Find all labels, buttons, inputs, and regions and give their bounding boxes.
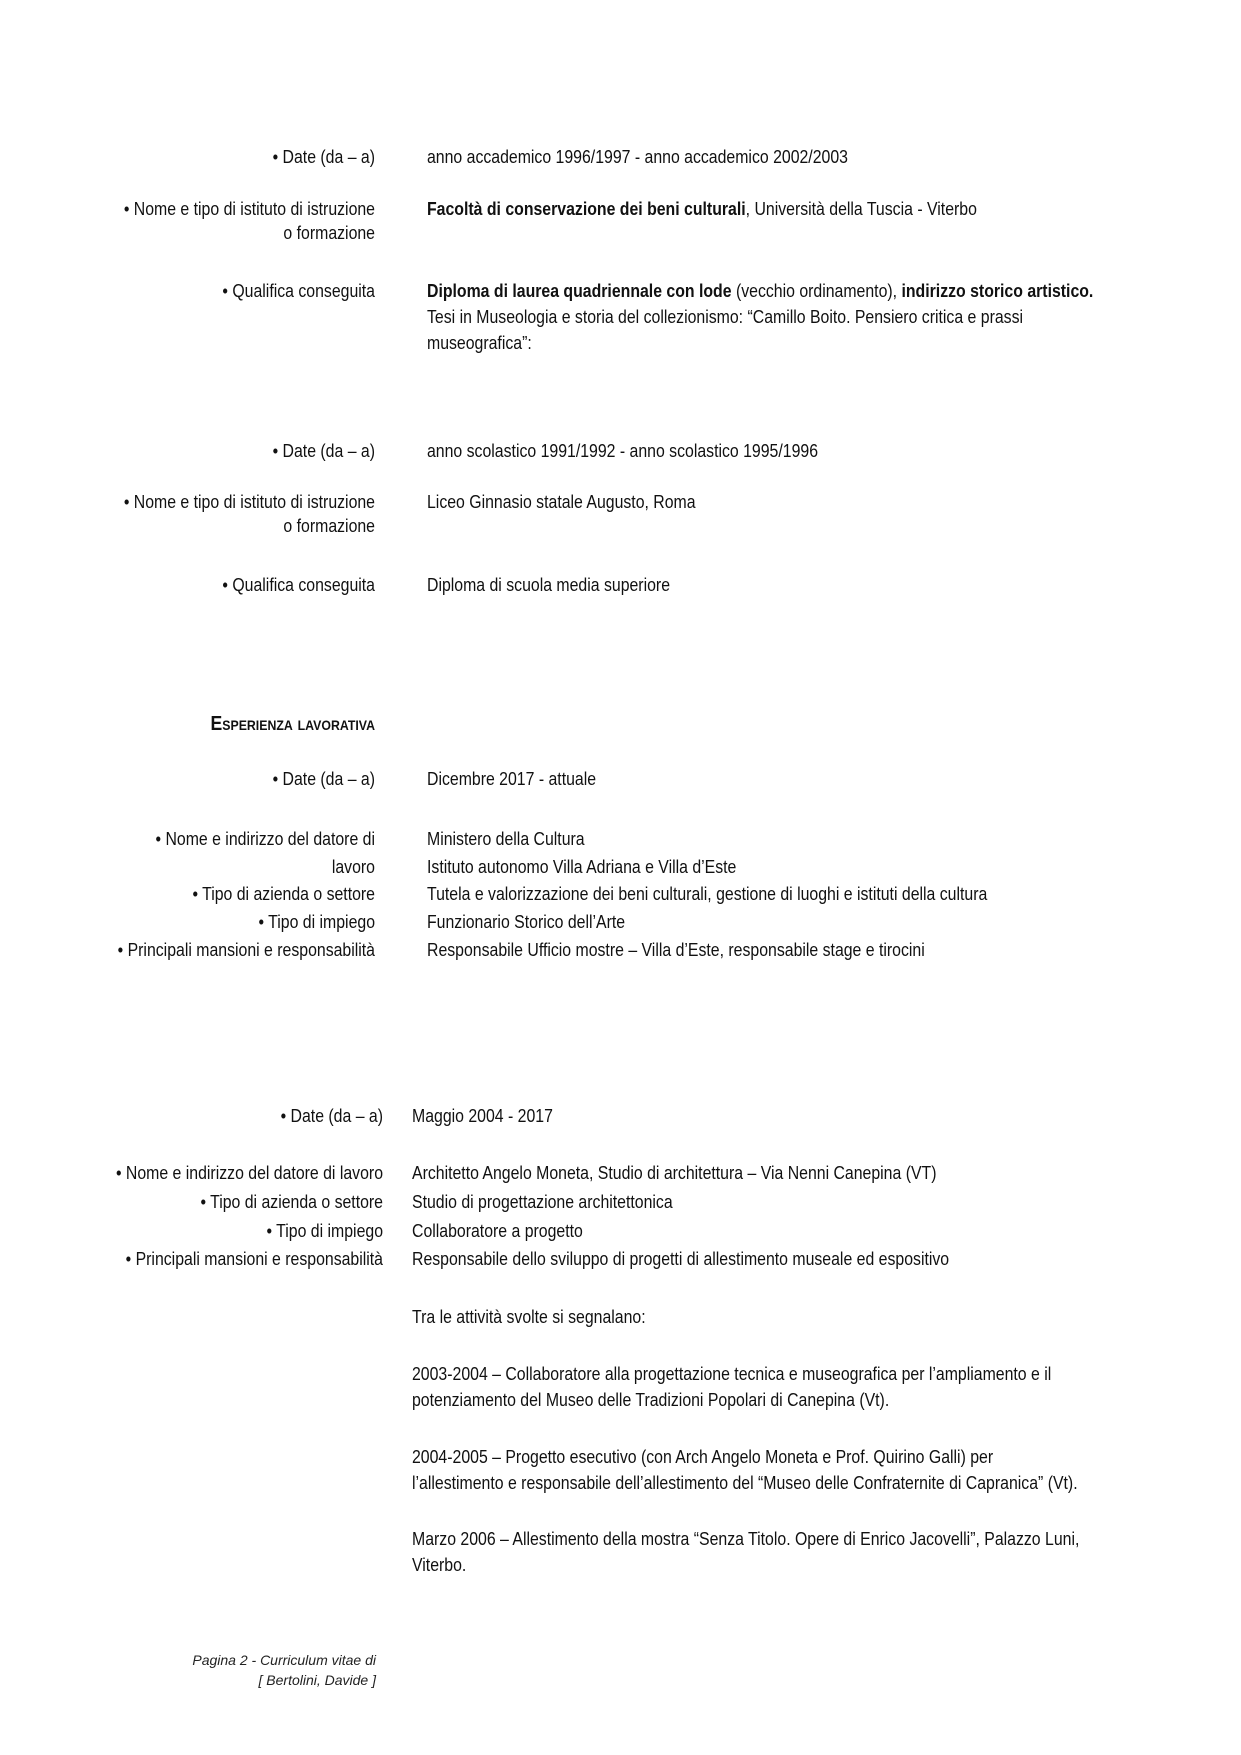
duties-label: • Principali mansioni e responsabilità — [117, 940, 376, 960]
date-label: • Date (da – a) — [272, 769, 375, 789]
activity-item: 2003-2004 – Collaboratore alla progettazione tecnica e museografica per l’ampliamento e il potenziamento del Museo delle Tradizioni Popolari di Canepina (Vt). — [412, 1364, 1052, 1410]
date-value: Maggio 2004 - 2017 — [412, 1106, 553, 1126]
institute-value: Liceo Ginnasio statale Augusto, Roma — [427, 492, 696, 512]
activities-intro: Tra le attività svolte si segnalano: — [412, 1307, 646, 1327]
activity-item: 2004-2005 – Progetto esecutivo (con Arch Angelo Moneta e Prof. Quirino Galli) per l’allestimento e responsabile dell’allestimento del “Museo delle Confraternite di Capranica” (Vt). — [412, 1447, 1078, 1493]
date-value: anno scolastico 1991/1992 - anno scolastico 1995/1996 — [427, 441, 819, 461]
footer-line: [ Bertolini, Davide ] — [258, 1672, 376, 1688]
institute-value: Facoltà di conservazione dei beni culturali, Università della Tuscia - Viterbo — [427, 199, 977, 219]
institute-label: • Nome e tipo di istituto di istruzione o formazione — [123, 492, 375, 536]
date-value: anno accademico 1996/1997 - anno accademico 2002/2003 — [427, 147, 848, 167]
section-title-experience: Esperienza lavorativa — [210, 713, 375, 735]
qualification-value: Diploma di scuola media superiore — [427, 575, 671, 595]
sector-label: • Tipo di azienda o settore — [192, 884, 375, 904]
duties-value: Responsabile dello sviluppo di progetti di allestimento museale ed espositivo — [412, 1249, 950, 1269]
date-label: • Date (da – a) — [272, 147, 375, 167]
type-value: Funzionario Storico dell’Arte — [427, 912, 626, 932]
qualification-label: • Qualifica conseguita — [222, 575, 375, 595]
activity-item: Marzo 2006 – Allestimento della mostra “Senza Titolo. Opere di Enrico Jacovelli”, Palazzo Luni, Viterbo. — [412, 1529, 1080, 1575]
qualification-label: • Qualifica conseguita — [222, 281, 375, 301]
type-value: Collaboratore a progetto — [412, 1221, 583, 1241]
employer-value: Ministero della Cultura Istituto autonomo Villa Adriana e Villa d’Este — [427, 829, 737, 877]
date-label: • Date (da – a) — [272, 441, 375, 461]
date-label: • Date (da – a) — [280, 1106, 383, 1126]
employer-label: • Nome e indirizzo del datore di lavoro — [155, 829, 375, 877]
type-label: • Tipo di impiego — [266, 1221, 383, 1241]
employer-value: Architetto Angelo Moneta, Studio di architettura – Via Nenni Canepina (VT) — [412, 1163, 937, 1183]
sector-value: Tutela e valorizzazione dei beni culturali, gestione di luoghi e istituti della cultura — [427, 884, 988, 904]
duties-label: • Principali mansioni e responsabilità — [125, 1249, 384, 1269]
employer-label: • Nome e indirizzo del datore di lavoro — [115, 1163, 383, 1183]
duties-value: Responsabile Ufficio mostre – Villa d’Este, responsabile stage e tirocini — [427, 940, 925, 960]
footer-line: Pagina 2 - Curriculum vitae di — [192, 1652, 376, 1668]
institute-label: • Nome e tipo di istituto di istruzione o formazione — [123, 199, 375, 243]
qualification-value: Diploma di laurea quadriennale con lode (vecchio ordinamento), indirizzo storico artistico. Tesi in Museologia e storia del collezionismo: “Camillo Boito. Pensiero critica e prassi museografica”: — [427, 281, 1094, 353]
date-value: Dicembre 2017 - attuale — [427, 769, 597, 789]
sector-label: • Tipo di azienda o settore — [200, 1192, 383, 1212]
sector-value: Studio di progettazione architettonica — [412, 1192, 673, 1212]
type-label: • Tipo di impiego — [258, 912, 375, 932]
page-footer — [0, 1650, 376, 1690]
